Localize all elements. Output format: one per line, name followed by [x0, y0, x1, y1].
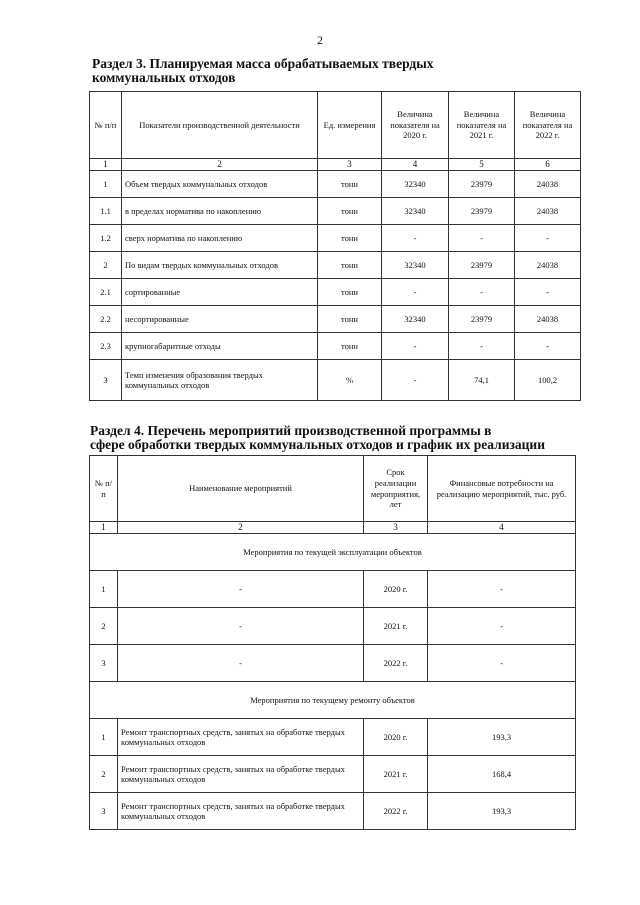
cell: - — [515, 333, 581, 360]
column-number-row — [90, 522, 576, 534]
cell: 24038 — [515, 252, 581, 279]
column-number: 1 — [90, 159, 122, 171]
cell: 193,3 — [428, 793, 576, 830]
cell: - — [428, 571, 576, 608]
table-row — [90, 719, 576, 756]
table-row — [90, 225, 581, 252]
column-number: 5 — [449, 159, 515, 171]
header-cell: Ед. измерения — [318, 92, 382, 159]
table-row — [90, 306, 581, 333]
group-title: Мероприятия по текущей эксплуатации объектов — [90, 534, 576, 571]
section3-heading-line1: Раздел 3. Планируемая масса обрабатываемых твердых — [92, 56, 434, 71]
cell: крупногабаритные отходы — [122, 333, 318, 360]
cell: сверх норматива по накоплению — [122, 225, 318, 252]
cell: 2022 г. — [364, 793, 428, 830]
cell: 1 — [90, 571, 118, 608]
table-row — [90, 608, 576, 645]
section4-heading-line1: Раздел 4. Перечень мероприятий производственной программы в — [90, 423, 492, 438]
header-cell: № п/п — [90, 456, 118, 522]
table-row — [90, 198, 581, 225]
cell: 24038 — [515, 306, 581, 333]
group-row — [90, 534, 576, 571]
cell: 32340 — [382, 252, 449, 279]
cell: 3 — [90, 793, 118, 830]
cell: тонн — [318, 252, 382, 279]
header-cell: Срок реализации мероприятия, лет — [364, 456, 428, 522]
table-row — [90, 360, 581, 401]
cell: 23979 — [449, 198, 515, 225]
cell: 2.2 — [90, 306, 122, 333]
section3-table — [89, 91, 581, 401]
cell: - — [118, 571, 364, 608]
table-row — [90, 793, 576, 830]
cell: тонн — [318, 198, 382, 225]
column-number: 2 — [122, 159, 318, 171]
cell: Ремонт транспортных средств, занятых на обработке твердых коммунальных отходов — [118, 719, 364, 756]
cell: 74,1 — [449, 360, 515, 401]
section3-heading-line2: коммунальных отходов — [92, 70, 236, 85]
header-cell: Величина показателя на 2020 г. — [382, 92, 449, 159]
table-row — [90, 333, 581, 360]
table-row — [90, 645, 576, 682]
cell: 2020 г. — [364, 571, 428, 608]
cell: 2 — [90, 608, 118, 645]
cell: Объем твердых коммунальных отходов — [122, 171, 318, 198]
cell: - — [515, 279, 581, 306]
cell: - — [382, 279, 449, 306]
cell: - — [382, 360, 449, 401]
cell: 2.1 — [90, 279, 122, 306]
cell: - — [118, 645, 364, 682]
cell: 23979 — [449, 171, 515, 198]
cell: 2021 г. — [364, 608, 428, 645]
group-row — [90, 682, 576, 719]
cell: 100,2 — [515, 360, 581, 401]
cell: 23979 — [449, 252, 515, 279]
cell: Ремонт транспортных средств, занятых на обработке твердых коммунальных отходов — [118, 793, 364, 830]
cell: 24038 — [515, 198, 581, 225]
header-cell: № п/п — [90, 92, 122, 159]
section3-heading — [92, 57, 578, 85]
cell: 2.3 — [90, 333, 122, 360]
cell: 1 — [90, 719, 118, 756]
section4-heading-line2: сфере обработки твердых коммунальных отходов и график их реализации — [90, 437, 545, 452]
cell: По видам твердых коммунальных отходов — [122, 252, 318, 279]
cell: - — [515, 225, 581, 252]
header-cell: Финансовые потребности на реализацию мероприятий, тыс. руб. — [428, 456, 576, 522]
header-cell: Показатели производственной деятельности — [122, 92, 318, 159]
cell: 2 — [90, 756, 118, 793]
column-number: 3 — [318, 159, 382, 171]
section4-table — [89, 455, 576, 830]
column-number: 1 — [90, 522, 118, 534]
cell: 23979 — [449, 306, 515, 333]
cell: 193,3 — [428, 719, 576, 756]
cell: - — [449, 333, 515, 360]
table-row — [90, 252, 581, 279]
cell: 2020 г. — [364, 719, 428, 756]
cell: 32340 — [382, 198, 449, 225]
column-number: 2 — [118, 522, 364, 534]
cell: Темп изменения образования твердых коммунальных отходов — [122, 360, 318, 401]
cell: - — [449, 225, 515, 252]
page-number: 2 — [317, 33, 323, 47]
cell: тонн — [318, 279, 382, 306]
table-header-row — [90, 456, 576, 522]
cell: 3 — [90, 360, 122, 401]
table-row — [90, 171, 581, 198]
cell: 1 — [90, 171, 122, 198]
cell: 3 — [90, 645, 118, 682]
cell: тонн — [318, 171, 382, 198]
cell: 1.1 — [90, 198, 122, 225]
cell: 32340 — [382, 171, 449, 198]
cell: 1.2 — [90, 225, 122, 252]
table-row — [90, 279, 581, 306]
header-cell: Величина показателя на 2021 г. — [449, 92, 515, 159]
cell: - — [382, 333, 449, 360]
cell: несортированные — [122, 306, 318, 333]
cell: тонн — [318, 333, 382, 360]
cell: сортированные — [122, 279, 318, 306]
table-row — [90, 571, 576, 608]
column-number-row — [90, 159, 581, 171]
column-number: 4 — [382, 159, 449, 171]
section4-heading — [90, 424, 578, 452]
group-title: Мероприятия по текущему ремонту объектов — [90, 682, 576, 719]
column-number: 4 — [428, 522, 576, 534]
cell: - — [428, 645, 576, 682]
cell: 168,4 — [428, 756, 576, 793]
cell: % — [318, 360, 382, 401]
cell: тонн — [318, 306, 382, 333]
header-cell: Наименование мероприятий — [118, 456, 364, 522]
cell: 2021 г. — [364, 756, 428, 793]
cell: - — [118, 608, 364, 645]
column-number: 3 — [364, 522, 428, 534]
cell: - — [428, 608, 576, 645]
cell: в пределах норматива по накоплению — [122, 198, 318, 225]
cell: Ремонт транспортных средств, занятых на обработке твердых коммунальных отходов — [118, 756, 364, 793]
cell: 32340 — [382, 306, 449, 333]
table-row — [90, 756, 576, 793]
cell: 2 — [90, 252, 122, 279]
cell: 24038 — [515, 171, 581, 198]
cell: тонн — [318, 225, 382, 252]
cell: - — [382, 225, 449, 252]
cell: - — [449, 279, 515, 306]
header-cell: Величина показателя на 2022 г. — [515, 92, 581, 159]
column-number: 6 — [515, 159, 581, 171]
cell: 2022 г. — [364, 645, 428, 682]
table-header-row — [90, 92, 581, 159]
